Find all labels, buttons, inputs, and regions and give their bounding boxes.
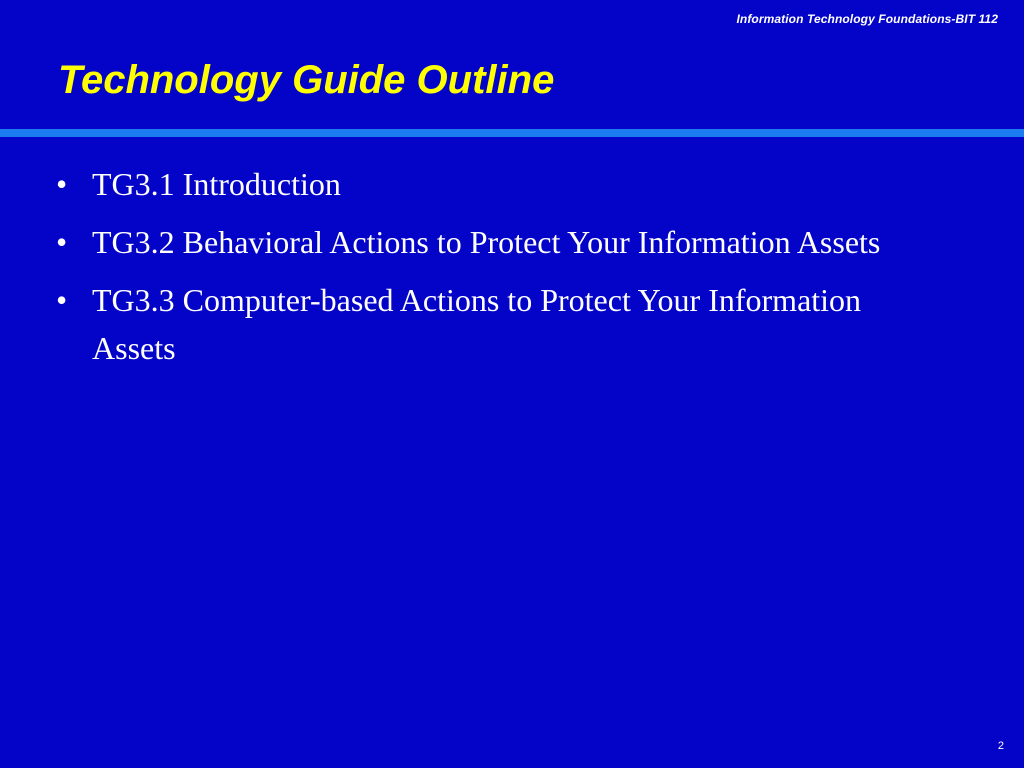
bullet-text: TG3.2 Behavioral Actions to Protect Your Information Assets (92, 224, 881, 260)
bullet-text: TG3.3 Computer-based Actions to Protect Your Information Assets (92, 282, 862, 366)
bullet-icon: • (56, 282, 68, 318)
page-number: 2 (997, 740, 1004, 752)
bullet-text: TG3.1 Introduction (92, 166, 341, 202)
bullet-icon: • (56, 166, 68, 202)
bullet-item (56, 276, 956, 372)
bullet-icon: • (56, 224, 68, 260)
bullet-item (56, 160, 956, 208)
bullet-item (56, 218, 956, 266)
bullet-list (56, 160, 956, 382)
course-header: Information Technology Foundations-BIT 112 (736, 12, 998, 26)
title-divider (0, 129, 1024, 137)
slide-title: Technology Guide Outline (58, 58, 555, 102)
